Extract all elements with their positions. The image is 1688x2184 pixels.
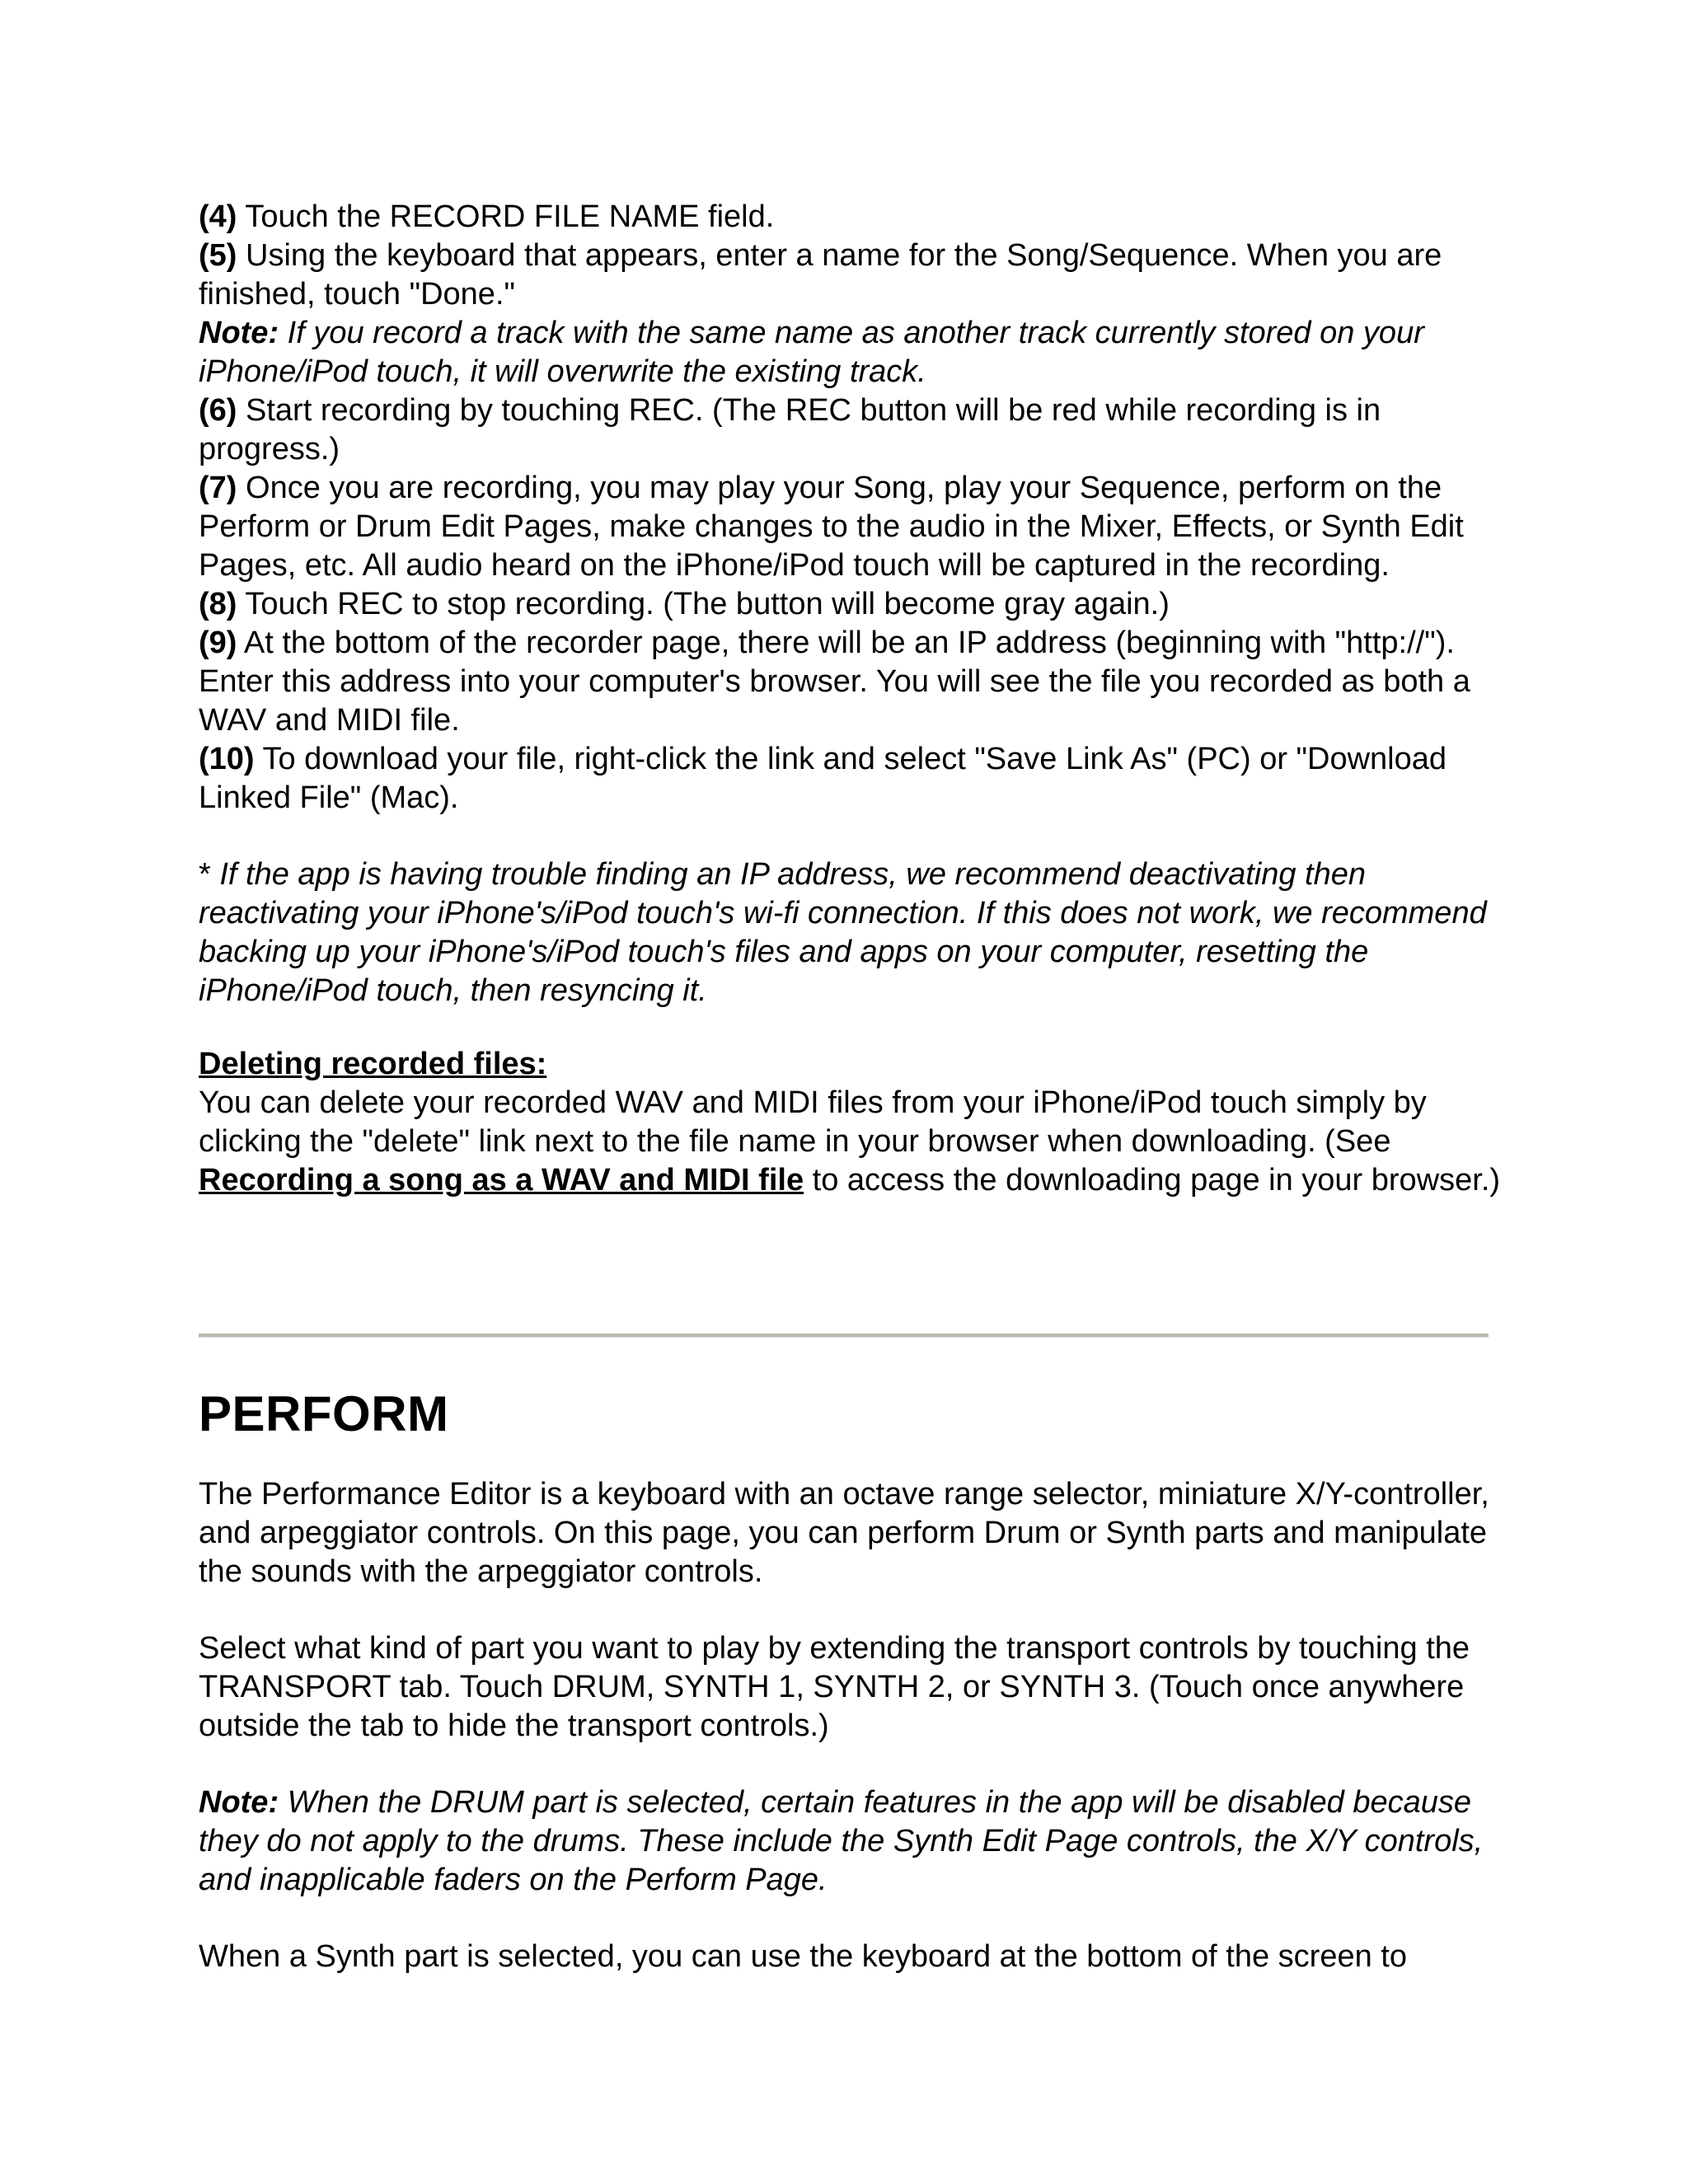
note-text: If you record a track with the same name as another track currently stored on your iPhone/iPod touch, it will overwrite the existing track. [199, 316, 1424, 389]
spacer [199, 1900, 1501, 1938]
step-10 [199, 740, 1501, 818]
note-text: When the DRUM part is selected, certain features in the app will be disabled because they do not apply to the drums. These include the Synth Edit Page controls, the X/Y controls, and inapplicable faders on the Perform Page. [199, 1785, 1484, 1897]
footnote-asterisk: * [199, 857, 220, 892]
step-9 [199, 624, 1501, 740]
footnote-ip-address [199, 855, 1501, 1010]
perform-section [199, 1475, 1501, 1976]
step-4 [199, 198, 1501, 237]
spacer [199, 1010, 1501, 1045]
step-text: Touch the RECORD FILE NAME field. [237, 199, 775, 234]
step-number: (6) [199, 393, 237, 428]
step-7 [199, 469, 1501, 585]
spacer [199, 1591, 1501, 1629]
step-text: To download your file, right-click the link and select "Save Link As" (PC) or "Download Linked File" (Mac). [199, 742, 1447, 815]
step-text: Touch REC to stop recording. (The button will become gray again.) [237, 587, 1170, 621]
perform-select-part-paragraph: Select what kind of part you want to play by extending the transport controls by touching the TRANSPORT tab. Touch DRUM, SYNTH 1, SYNTH 2, or SYNTH 3. (Touch once anywhere outside the tab to hide the transport controls.) [199, 1631, 1470, 1743]
note-label: Note: [199, 1785, 279, 1820]
step-6 [199, 391, 1501, 469]
footnote-text: If the app is having trouble finding an IP address, we recommend deactivating then reactivating your iPhone's/iPod touch's wi-fi connection. If this does not work, we recommend backing up your iPhone's/iPod touch's files and apps on your computer, resetting the iPhone/iPod touch, then resyncing it. [199, 857, 1487, 1008]
step-number: (7) [199, 471, 237, 505]
note-label: Note: [199, 316, 279, 350]
spacer [199, 1746, 1501, 1783]
recording-steps-section [199, 198, 1501, 1200]
perform-drum-note [199, 1783, 1501, 1900]
deleting-text-after: to access the downloading page in your browser.) [804, 1163, 1501, 1197]
perform-intro-paragraph: The Performance Editor is a keyboard with an octave range selector, miniature X/Y-controller, and arpeggiator controls. On this page, you can perform Drum or Synth parts and manipulate the sounds with the arpeggiator controls. [199, 1477, 1489, 1589]
step-text: Once you are recording, you may play your Song, play your Sequence, perform on the Perform or Drum Edit Pages, make changes to the audio in the Mixer, Effects, or Synth Edit Pages, etc. All audio heard on the iPhone/iPod touch will be captured in the recording. [199, 471, 1464, 583]
step-number: (8) [199, 587, 237, 621]
step-text: At the bottom of the recorder page, there will be an IP address (beginning with "http://"). Enter this address into your computer's browser. You will see the file you recorded as both a WAV and MIDI file. [199, 626, 1470, 738]
perform-heading: PERFORM [199, 1386, 449, 1441]
note-overwrite [199, 314, 1501, 391]
perform-synth-paragraph: When a Synth part is selected, you can use the keyboard at the bottom of the screen to [199, 1939, 1407, 1974]
step-text: Start recording by touching REC. (The REC button will be red while recording is in progress.) [199, 393, 1381, 466]
recording-song-link[interactable]: Recording a song as a WAV and MIDI file [199, 1163, 804, 1197]
step-number: (10) [199, 742, 255, 776]
deleting-paragraph [199, 1084, 1501, 1200]
step-number: (9) [199, 626, 237, 660]
step-5 [199, 237, 1501, 314]
step-text: Using the keyboard that appears, enter a name for the Song/Sequence. When you are finished, touch "Done." [199, 238, 1442, 312]
step-number: (4) [199, 199, 237, 234]
step-number: (5) [199, 238, 237, 273]
step-8 [199, 585, 1501, 624]
deleting-text-before: You can delete your recorded WAV and MIDI files from your iPhone/iPod touch simply by clicking the "delete" link next to the file name in your browser when downloading. (See [199, 1085, 1427, 1159]
horizontal-divider [199, 1333, 1489, 1338]
spacer [199, 818, 1501, 855]
deleting-heading: Deleting recorded files: [199, 1047, 547, 1081]
